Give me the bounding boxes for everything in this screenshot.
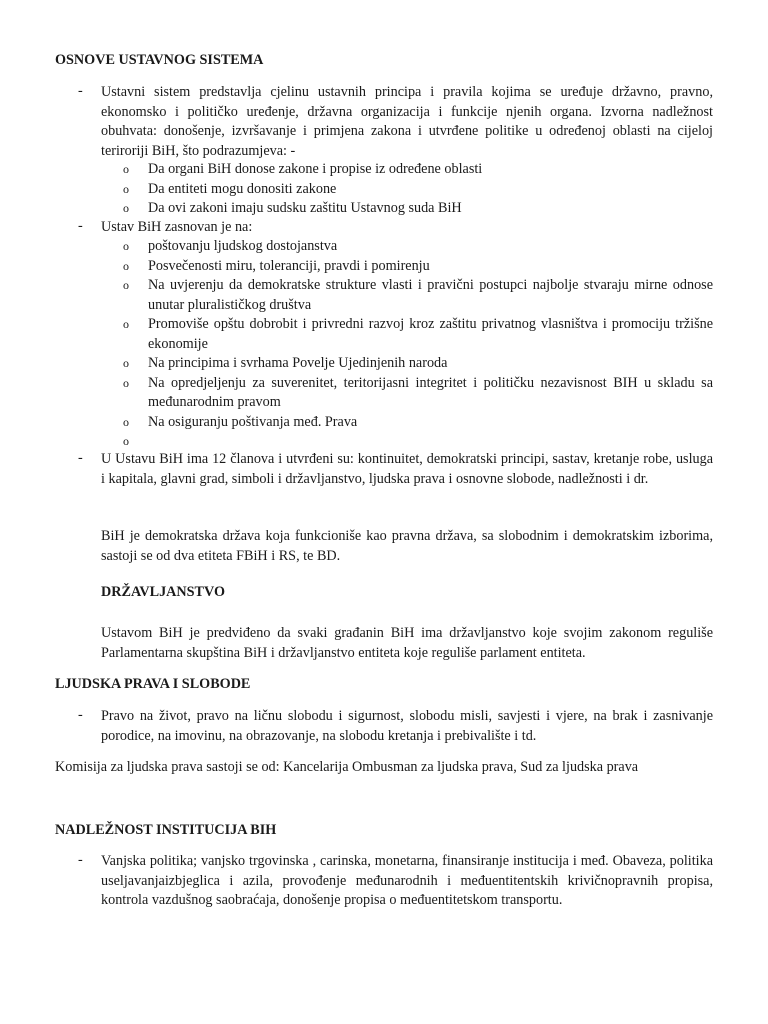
heading-osnove-ustavnog-sistema: OSNOVE USTAVNOG SISTEMA — [55, 52, 264, 68]
list-item: o Na principima i svrhama Povelje Ujedinjenih naroda — [123, 354, 713, 374]
dash-marker: - — [78, 707, 83, 723]
paragraph-ustav-zasnovan: Ustav BiH zasnovan je na: — [101, 219, 253, 235]
bullet-list-ustav-principi — [123, 237, 713, 452]
list-item: o Da ovi zakoni imaju sudsku zaštitu Ustavnog suda BiH — [123, 199, 713, 219]
dash-marker: - — [78, 83, 83, 99]
paragraph-komisija: Komisija za ljudska prava sastoji se od: Kancelarija Ombusman za ljudska prava, Sud za ljudska prava — [55, 759, 639, 775]
list-item: o Da entiteti mogu donositi zakone — [123, 180, 713, 200]
heading-drzavljanstvo: DRŽAVLJANSTVO — [101, 584, 226, 600]
heading-nadleznost-institucija: NADLEŽNOST INSTITUCIJA BIH — [55, 822, 277, 838]
paragraph-ustavni-sistem: Ustavni sistem predstavlja cjelinu ustavnih principa i pravila kojima se uređuje državno, pravno, ekonomsko i političko uređenje, državna organizacija i funkcije njenih organa. Izvorna nadležnost obuhvata: donošenje, izvršavanje i primjena zakona i utvrđene politike u određenoj oblasti na cijeloj teriroriji BiH, što podrazumjeva: - — [101, 84, 713, 159]
dash-marker: - — [78, 450, 83, 466]
paragraph-clanovi-ustava: U Ustavu BiH ima 12 članova i utvrđeni su: kontinuitet, demokratski principi, sastav, kretanje robe, usluga i kapitala, glavni grad, simboli i državljanstvo, ljudska prava i osnovne slobode, nadležnosti i dr. — [101, 451, 713, 487]
list-item: o Posvečenosti miru, toleranciji, pravdi i pomirenju — [123, 257, 713, 277]
paragraph-demokratska-drzava: BiH je demokratska država koja funkcioniše kao pravna država, sa slobodnim i demokratskim izborima, sastoji se od dva etiteta FBiH i RS, te BD. — [101, 528, 713, 564]
list-item: o Na osiguranju poštivanja međ. Prava — [123, 413, 713, 433]
paragraph-prava: Pravo na život, pravo na ličnu slobodu i sigurnost, slobodu misli, savjesti i vjere, na brak i zasnivanje porodice, na imovinu, na obrazovanje, na slobodu kretanja i prebivalište i td. — [101, 708, 713, 744]
dash-marker: - — [78, 852, 83, 868]
paragraph-drzavljanstvo: Ustavom BiH je predviđeno da svaki građanin BiH ima državljanstvo koje svojim zakonom reguliše Parlamentarna skupština BiH i državljanstvo entiteta koje reguliše parlament entiteta. — [101, 625, 713, 661]
dash-marker: - — [78, 218, 83, 234]
list-item-empty — [123, 432, 713, 452]
heading-ljudska-prava: LJUDSKA PRAVA I SLOBODE — [55, 676, 251, 692]
bullet-list-izvorna-nadleznost — [123, 160, 713, 219]
list-item: o Da organi BiH donose zakone i propise iz određene oblasti — [123, 160, 713, 180]
paragraph-nadleznost: Vanjska politika; vanjsko trgovinska , carinska, monetarna, finansiranje institucija i međ. Obaveza, politika useljavanjaizbjeglica i azila, provođenje međunarodnih i međuentitentskih krivičnopravnih propisa, kontrola vazdušnog saobraćaja, donošenje propisa o međuentitetskom transportu. — [101, 853, 713, 908]
list-item: o Promoviše opštu dobrobit i privredni razvoj kroz zaštitu privatnog vlasništva i promociju tržišne ekonomije — [123, 315, 713, 354]
list-item: o poštovanju ljudskog dostojanstva — [123, 237, 713, 257]
list-item: o Na uvjerenju da demokratske strukture vlasti i pravični postupci najbolje stvaraju mirne odnose unutar pluralističkog društva — [123, 276, 713, 315]
list-item: o Na opredjeljenju za suverenitet, teritorijasni integritet i političku nezavisnost BIH u skladu sa međunarodnim pravom — [123, 374, 713, 413]
